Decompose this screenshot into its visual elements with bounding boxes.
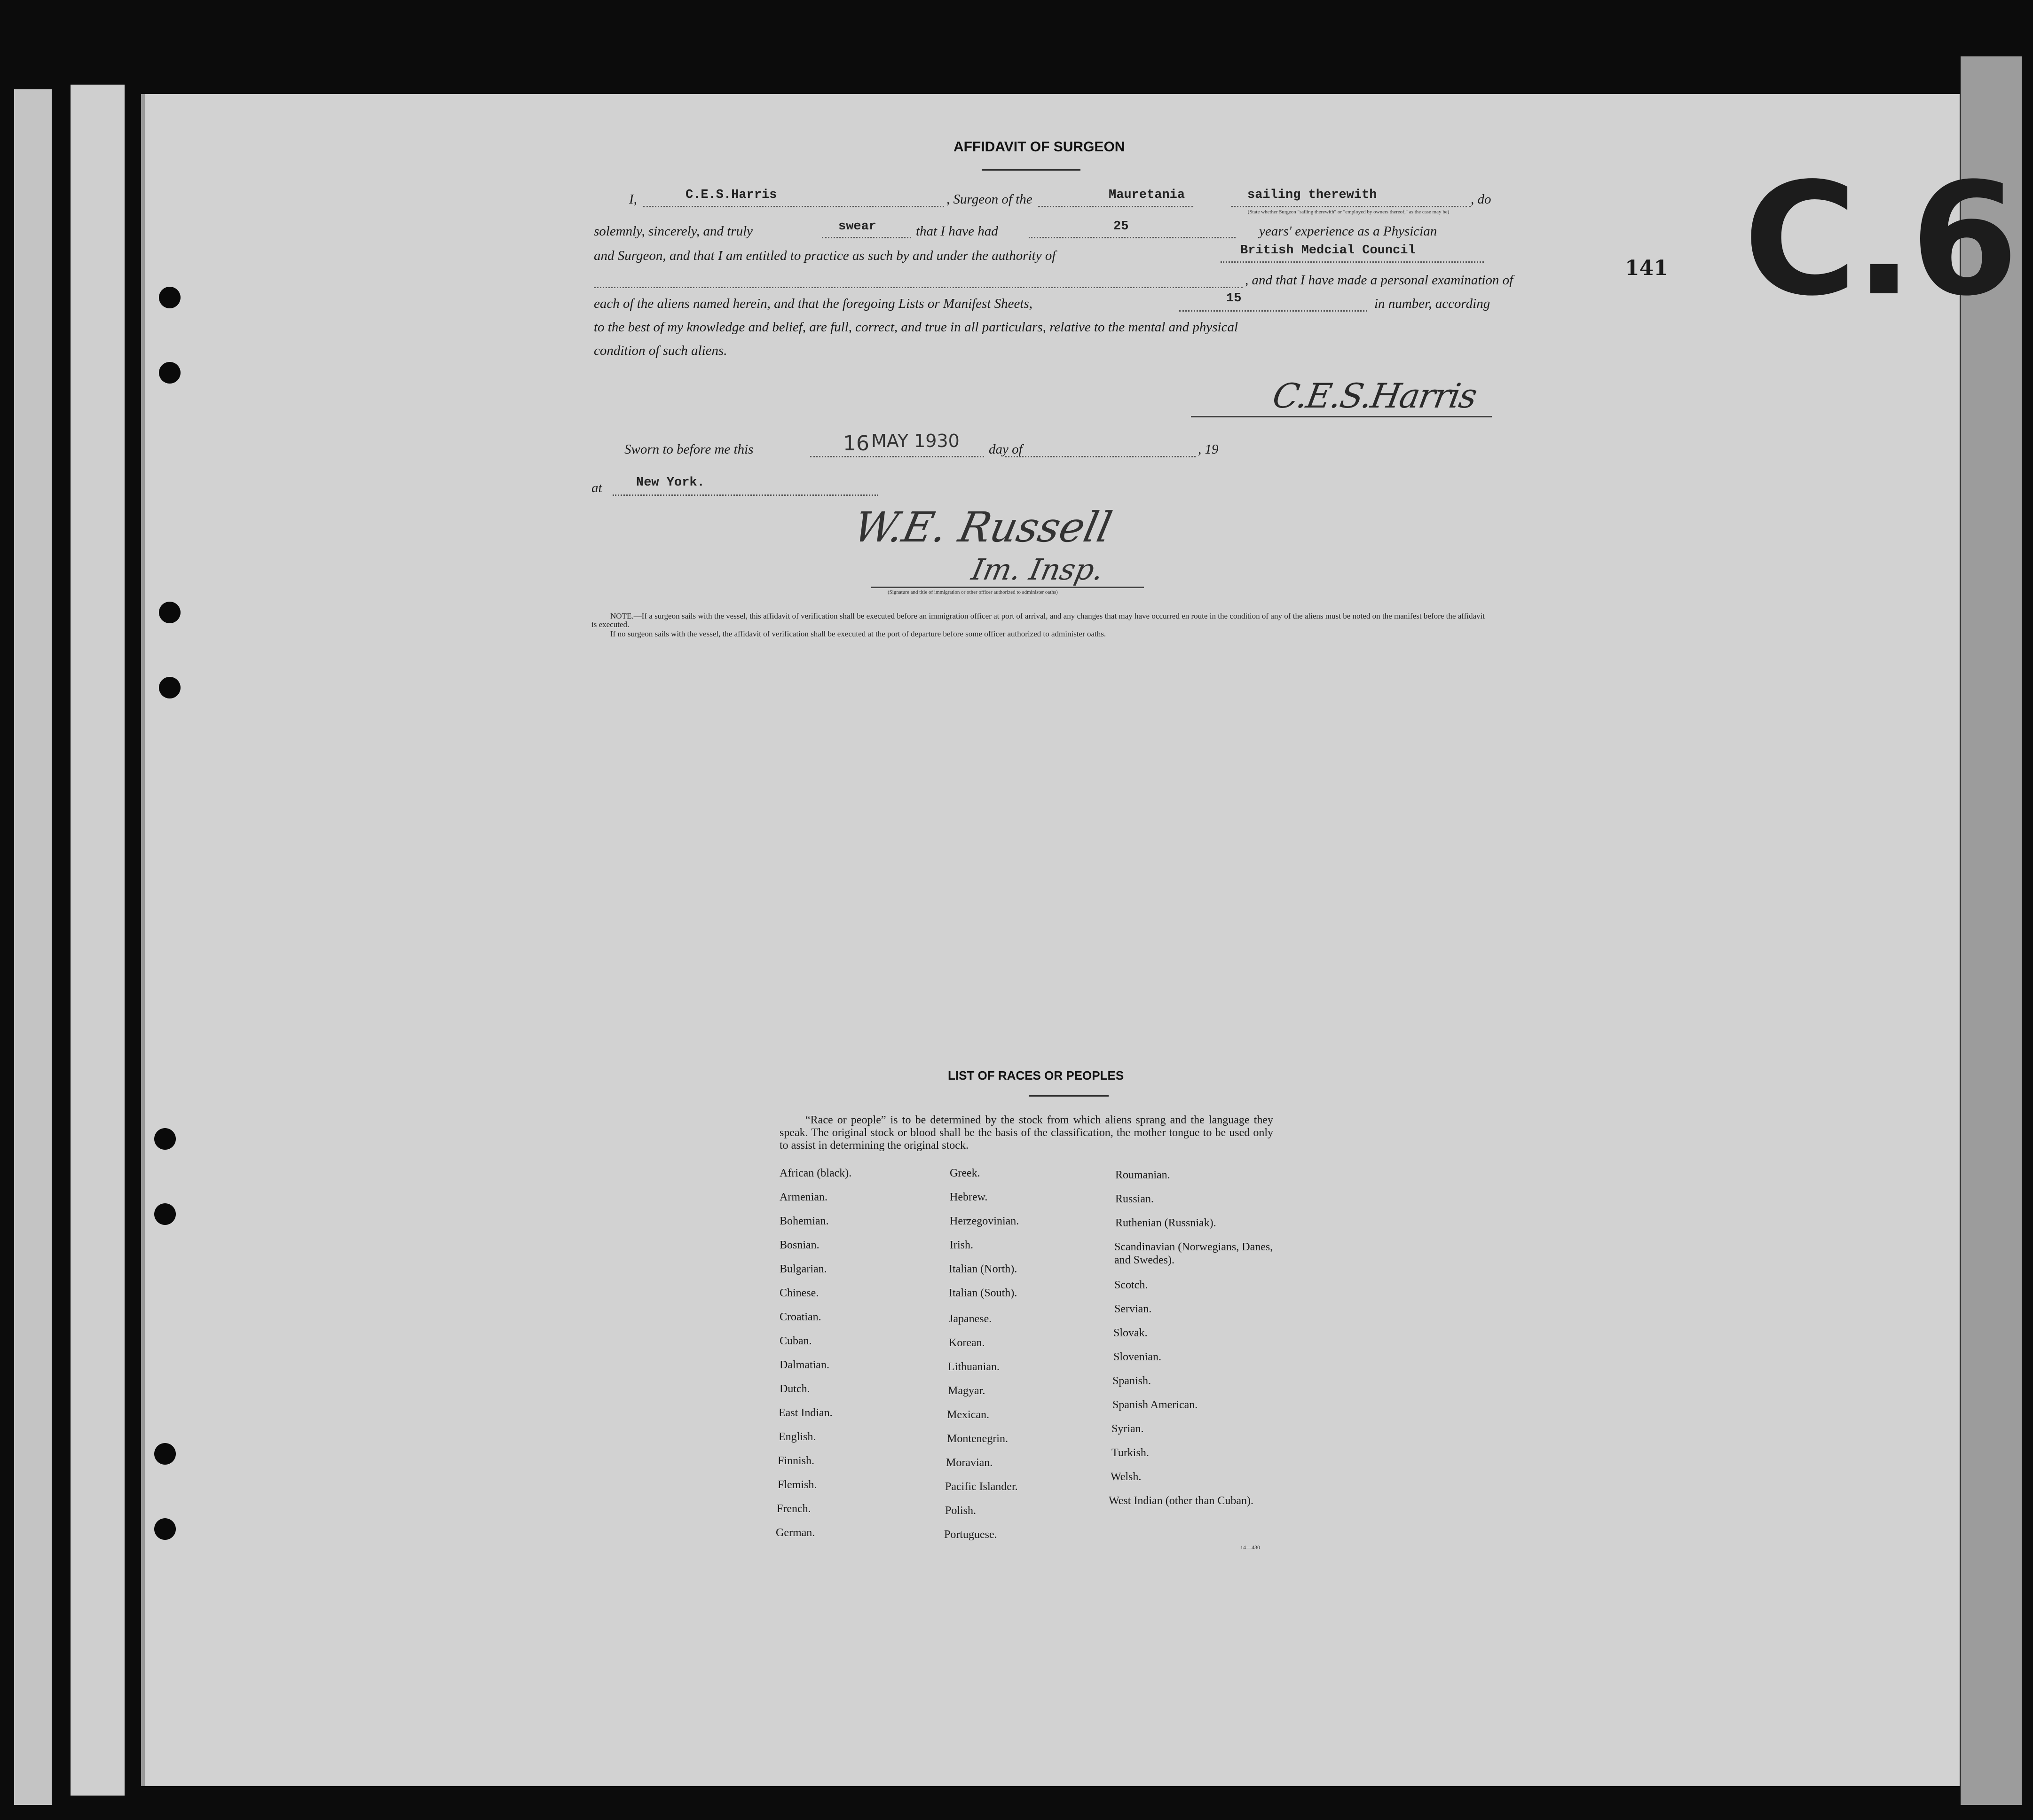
- at-label: at: [591, 480, 602, 495]
- left-page-edge: [14, 89, 52, 1805]
- race-item: East Indian.: [779, 1407, 833, 1419]
- line2-prefix: solemnly, sincerely, and truly: [594, 224, 753, 239]
- sworn-prefix: Sworn to before me this: [624, 442, 754, 457]
- race-item: Dalmatian.: [780, 1359, 829, 1371]
- race-item: Polish.: [945, 1505, 977, 1517]
- line4-text: , and that I have made a personal examination of: [1245, 273, 1513, 288]
- race-item: Ruthenian (Russniak).: [1115, 1217, 1216, 1229]
- years-line: [1029, 237, 1236, 238]
- punch-hole: [154, 1128, 176, 1150]
- authority-line: [1221, 261, 1484, 263]
- race-item: Magyar.: [948, 1385, 985, 1397]
- race-item: Herzegovinian.: [950, 1215, 1019, 1227]
- form-number: 14—430: [1240, 1544, 1260, 1551]
- race-item: English.: [779, 1431, 816, 1443]
- years: 25: [1113, 220, 1129, 234]
- line5-end: in number, according: [1374, 296, 1490, 311]
- sheets-count-line: [1179, 310, 1367, 312]
- surgeon-name-line: [643, 206, 944, 207]
- race-item: Cuban.: [780, 1335, 812, 1347]
- race-item: French.: [777, 1503, 811, 1515]
- title-rule: [982, 169, 1080, 171]
- manifest-page: [141, 94, 2016, 1786]
- page-number: 141: [1625, 256, 1668, 280]
- race-item: Spanish.: [1112, 1375, 1151, 1387]
- punch-hole: [159, 602, 181, 623]
- race-item: Slovenian.: [1113, 1351, 1161, 1363]
- line7-text: condition of such aliens.: [594, 343, 727, 358]
- races-intro: “Race or people” is to be determined by the stock from which aliens sprang and the language they speak. The original stock or blood shall be the basis of the classification, the mother tongue to be used only to assist in determining the original stock.: [780, 1114, 1273, 1152]
- punch-hole: [154, 1203, 176, 1225]
- oath-line: [822, 237, 911, 238]
- race-item: Croatian.: [780, 1311, 821, 1323]
- races-title-rule: [1029, 1095, 1109, 1097]
- race-item: Finnish.: [778, 1455, 815, 1467]
- line6-text: to the best of my knowledge and belief, are full, correct, and true in all particulars, relative to the mental and physical: [594, 320, 1238, 335]
- race-item: Spanish American.: [1112, 1399, 1198, 1411]
- race-item: Korean.: [949, 1337, 985, 1349]
- sailing-status: sailing therewith: [1247, 188, 1377, 202]
- oath-word: swear: [838, 220, 877, 234]
- sheet-code-stamp: C.6: [1743, 149, 2016, 330]
- race-item: Scotch.: [1114, 1279, 1148, 1291]
- ship-name: Mauretania: [1109, 188, 1185, 202]
- sailing-status-note: (State whether Surgeon "sailing therewith" or "employed by owners thereof," as the case may be): [1247, 209, 1450, 215]
- punch-hole: [159, 362, 181, 384]
- sworn-year-prefix: , 19: [1198, 442, 1219, 457]
- race-item: Italian (South).: [949, 1287, 1017, 1299]
- race-item: Turkish.: [1111, 1447, 1149, 1459]
- race-item: Pacific Islander.: [945, 1481, 1018, 1493]
- race-item: Dutch.: [780, 1383, 810, 1395]
- race-item: Scandinavian (Norwegians, Danes, and Swedes).: [1114, 1241, 1273, 1266]
- officer-signature: W.E. Russell: [850, 503, 1116, 551]
- race-item: Mexican.: [947, 1409, 989, 1421]
- race-item: Montenegrin.: [947, 1433, 1008, 1445]
- race-item: West Indian (other than Cuban).: [1109, 1495, 1253, 1507]
- race-item: Bosnian.: [780, 1239, 820, 1251]
- line1-end: , do: [1471, 192, 1491, 207]
- punch-hole: [154, 1443, 176, 1465]
- race-item: German.: [776, 1527, 815, 1539]
- line3-prefix: and Surgeon, and that I am entitled to practice as such by and under the authority of: [594, 248, 1056, 263]
- race-item: Armenian.: [780, 1191, 827, 1203]
- race-item: Russian.: [1115, 1193, 1154, 1205]
- race-item: Servian.: [1114, 1303, 1152, 1315]
- race-item: Bulgarian.: [780, 1263, 827, 1275]
- officer-rule: [871, 587, 1144, 588]
- sworn-day-label: day of: [989, 442, 1023, 457]
- officer-title-hand: Im. Insp.: [969, 552, 1107, 587]
- race-item: Hebrew.: [950, 1191, 988, 1203]
- race-item: Irish.: [950, 1239, 973, 1251]
- race-item: Chinese.: [780, 1287, 819, 1299]
- race-item: Portuguese.: [944, 1529, 997, 1541]
- note-paragraph-1: NOTE.—If a surgeon sails with the vessel, this affidavit of verification shall be executed before an immigration officer at port of arrival, and any changes that may have occurred en route in the condition of any of the aliens must be noted on the manifest before the affidavit is executed.: [591, 612, 1485, 629]
- line5-prefix: each of the aliens named herein, and that the foregoing Lists or Manifest Sheets,: [594, 296, 1032, 311]
- ship-name-line: [1038, 206, 1193, 207]
- line2-mid: that I have had: [916, 224, 998, 239]
- sailing-status-line: [1231, 206, 1471, 207]
- race-item: Slovak.: [1113, 1327, 1148, 1339]
- race-item: Welsh.: [1111, 1471, 1142, 1483]
- race-item: Japanese.: [949, 1313, 992, 1325]
- authority: British Medcial Council: [1240, 243, 1416, 258]
- left-page-edge-inner: [71, 85, 125, 1796]
- race-item: Moravian.: [946, 1457, 993, 1469]
- note-paragraph-2: If no surgeon sails with the vessel, the affidavit of verification shall be executed at the port of departure before some officer authorized to administer oaths.: [610, 629, 1106, 638]
- authority-continuation-line: [594, 287, 1243, 288]
- punch-hole: [159, 287, 181, 308]
- sworn-month-line: [1005, 456, 1196, 457]
- affidavit-title: AFFIDAVIT OF SURGEON: [953, 139, 1125, 155]
- race-item: Italian (North).: [949, 1263, 1017, 1275]
- place: New York.: [636, 476, 705, 490]
- race-item: Roumanian.: [1115, 1169, 1170, 1181]
- surgeon-signature: C.E.S.Harris: [1269, 376, 1480, 416]
- bleed-through-text: [215, 155, 1532, 179]
- place-line: [613, 494, 878, 496]
- race-item: African (black).: [780, 1167, 852, 1179]
- line2-end: years' experience as a Physician: [1259, 224, 1437, 239]
- surgeon-name: C.E.S.Harris: [686, 188, 777, 202]
- races-title: LIST OF RACES OR PEOPLES: [948, 1068, 1124, 1083]
- sworn-stamp-day: 16: [843, 431, 869, 455]
- punch-hole: [154, 1518, 176, 1540]
- line1-prefix: I,: [629, 192, 637, 207]
- sworn-stamp-month-year: MAY 1930: [871, 431, 960, 451]
- sheets-count: 15: [1226, 291, 1242, 306]
- race-item: Syrian.: [1111, 1423, 1144, 1435]
- sworn-day-line: [810, 456, 984, 457]
- race-item: Bohemian.: [780, 1215, 829, 1227]
- signature-rule: [1191, 416, 1492, 417]
- punch-hole: [159, 677, 181, 698]
- line1-mid: , Surgeon of the: [946, 192, 1032, 207]
- officer-caption: (Signature and title of immigration or other officer authorized to administer oaths): [888, 589, 1058, 595]
- race-item: Greek.: [950, 1167, 980, 1179]
- race-item: Flemish.: [778, 1479, 817, 1491]
- race-item: Lithuanian.: [948, 1361, 1000, 1373]
